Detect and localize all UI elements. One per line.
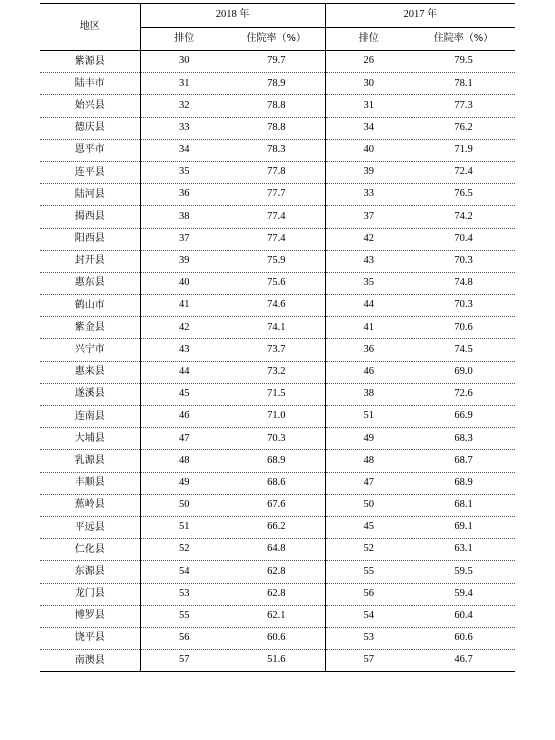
rate-2017-cell: 71.9 <box>412 139 515 161</box>
rank-2018-header: 排位 <box>140 28 228 51</box>
year-2017-header <box>325 4 515 28</box>
rank-2017-cell: 44 <box>325 295 412 317</box>
rank-2018-cell: 45 <box>140 383 228 405</box>
region-cell: 连南县 <box>40 406 140 428</box>
rate-2017-cell: 70.4 <box>412 228 515 250</box>
table-row <box>40 250 515 272</box>
rate-2017-cell: 72.6 <box>412 383 515 405</box>
rate-2017-cell: 74.2 <box>412 206 515 228</box>
table-row <box>40 361 515 383</box>
region-cell: 陆丰市 <box>40 73 140 95</box>
region-cell: 仁化县 <box>40 539 140 561</box>
rank-2018-cell: 35 <box>140 161 228 183</box>
rank-2017-cell: 57 <box>325 650 412 672</box>
rank-2017-cell: 35 <box>325 272 412 294</box>
rate-2017-cell: 63.1 <box>412 539 515 561</box>
rate-2017-cell: 70.6 <box>412 317 515 339</box>
year-2017-number: 2017 <box>403 9 425 21</box>
table-row <box>40 161 515 183</box>
region-cell: 恩平市 <box>40 139 140 161</box>
rate-2017-cell: 68.1 <box>412 494 515 516</box>
rate-2017-cell: 78.1 <box>412 73 515 95</box>
rank-2018-cell: 34 <box>140 139 228 161</box>
rate-2017-cell: 60.6 <box>412 627 515 649</box>
region-cell: 始兴县 <box>40 95 140 117</box>
rank-2018-cell: 51 <box>140 516 228 538</box>
rank-2017-cell: 30 <box>325 73 412 95</box>
rank-2018-cell: 55 <box>140 605 228 627</box>
rate-2018-cell: 62.8 <box>228 583 325 605</box>
rate-2018-cell: 60.6 <box>228 627 325 649</box>
rank-2018-cell: 57 <box>140 650 228 672</box>
rank-2018-cell: 47 <box>140 428 228 450</box>
hospitalization-rate-table <box>40 3 515 672</box>
table-row <box>40 139 515 161</box>
table-row <box>40 450 515 472</box>
rate-2018-cell: 75.6 <box>228 272 325 294</box>
rate-2017-cell: 72.4 <box>412 161 515 183</box>
rate-2017-cell: 68.9 <box>412 472 515 494</box>
rank-2018-cell: 42 <box>140 317 228 339</box>
table-row <box>40 383 515 405</box>
rate-2018-cell: 77.4 <box>228 228 325 250</box>
region-cell: 紫源县 <box>40 51 140 73</box>
header-row-years <box>40 4 515 28</box>
rate-2017-cell: 46.7 <box>412 650 515 672</box>
region-cell: 封开县 <box>40 250 140 272</box>
rate-2018-cell: 77.4 <box>228 206 325 228</box>
table-row <box>40 184 515 206</box>
rank-2017-cell: 56 <box>325 583 412 605</box>
table-row <box>40 428 515 450</box>
rate-2017-cell: 76.2 <box>412 117 515 139</box>
rank-2017-cell: 52 <box>325 539 412 561</box>
region-cell: 陆河县 <box>40 184 140 206</box>
rank-2018-cell: 31 <box>140 73 228 95</box>
table-row <box>40 539 515 561</box>
rank-2018-cell: 46 <box>140 406 228 428</box>
table-row <box>40 561 515 583</box>
rank-2017-cell: 47 <box>325 472 412 494</box>
rank-2018-cell: 38 <box>140 206 228 228</box>
rate-2017-header: 住院率（%） <box>412 28 515 51</box>
rate-2017-cell: 59.5 <box>412 561 515 583</box>
rank-2018-cell: 43 <box>140 339 228 361</box>
table-body <box>40 51 515 672</box>
rate-2017-cell: 60.4 <box>412 605 515 627</box>
rank-2017-cell: 50 <box>325 494 412 516</box>
rate-2017-cell: 74.5 <box>412 339 515 361</box>
region-cell: 揭西县 <box>40 206 140 228</box>
region-cell: 饶平县 <box>40 627 140 649</box>
rank-2018-cell: 33 <box>140 117 228 139</box>
rate-2017-cell: 70.3 <box>412 295 515 317</box>
table-row <box>40 472 515 494</box>
region-cell: 南澳县 <box>40 650 140 672</box>
rate-2018-cell: 64.8 <box>228 539 325 561</box>
region-cell: 兴宁市 <box>40 339 140 361</box>
rate-2018-cell: 71.0 <box>228 406 325 428</box>
rate-2018-cell: 77.7 <box>228 184 325 206</box>
rate-2018-cell: 73.7 <box>228 339 325 361</box>
table-row <box>40 228 515 250</box>
table-row <box>40 117 515 139</box>
rate-2017-cell: 79.5 <box>412 51 515 73</box>
rank-2017-cell: 46 <box>325 361 412 383</box>
rate-2017-cell: 68.7 <box>412 450 515 472</box>
rank-2018-cell: 30 <box>140 51 228 73</box>
rank-2017-cell: 36 <box>325 339 412 361</box>
region-cell: 连平县 <box>40 161 140 183</box>
rank-2017-cell: 43 <box>325 250 412 272</box>
rank-2017-cell: 49 <box>325 428 412 450</box>
rank-2017-cell: 41 <box>325 317 412 339</box>
region-cell: 惠东县 <box>40 272 140 294</box>
rank-2017-cell: 40 <box>325 139 412 161</box>
rank-2018-cell: 49 <box>140 472 228 494</box>
table-row <box>40 95 515 117</box>
region-cell: 东源县 <box>40 561 140 583</box>
rank-2018-cell: 39 <box>140 250 228 272</box>
rank-2017-cell: 31 <box>325 95 412 117</box>
rank-2017-cell: 33 <box>325 184 412 206</box>
rate-2018-cell: 77.8 <box>228 161 325 183</box>
rate-2018-cell: 78.8 <box>228 95 325 117</box>
rate-2017-cell: 66.9 <box>412 406 515 428</box>
table-row <box>40 51 515 73</box>
rank-2018-cell: 44 <box>140 361 228 383</box>
rate-2017-cell: 68.3 <box>412 428 515 450</box>
table-row <box>40 206 515 228</box>
rate-2018-cell: 66.2 <box>228 516 325 538</box>
rate-2017-cell: 59.4 <box>412 583 515 605</box>
rank-2017-cell: 51 <box>325 406 412 428</box>
rate-2018-cell: 78.9 <box>228 73 325 95</box>
rank-2017-cell: 39 <box>325 161 412 183</box>
rank-2017-cell: 26 <box>325 51 412 73</box>
rank-2017-cell: 45 <box>325 516 412 538</box>
table-header <box>40 4 515 51</box>
rate-2017-cell: 77.3 <box>412 95 515 117</box>
rate-2018-cell: 78.8 <box>228 117 325 139</box>
region-cell: 阳西县 <box>40 228 140 250</box>
region-cell: 紫金县 <box>40 317 140 339</box>
table-row <box>40 317 515 339</box>
table-row <box>40 73 515 95</box>
rank-2018-cell: 36 <box>140 184 228 206</box>
rank-2018-cell: 56 <box>140 627 228 649</box>
rate-2018-cell: 68.6 <box>228 472 325 494</box>
table-row <box>40 627 515 649</box>
region-cell: 博罗县 <box>40 605 140 627</box>
rate-2018-cell: 62.1 <box>228 605 325 627</box>
rank-2017-cell: 55 <box>325 561 412 583</box>
rank-2017-header: 排位 <box>325 28 412 51</box>
rate-2018-cell: 73.2 <box>228 361 325 383</box>
region-cell: 乳源县 <box>40 450 140 472</box>
region-column-header: 地区 <box>40 4 140 51</box>
rate-2018-header: 住院率（%） <box>228 28 325 51</box>
rank-2017-cell: 34 <box>325 117 412 139</box>
rank-2017-cell: 53 <box>325 627 412 649</box>
year-2018-suffix: 年 <box>239 9 250 21</box>
year-2018-number: 2018 <box>215 9 237 21</box>
table-row <box>40 494 515 516</box>
table-row <box>40 650 515 672</box>
rate-2018-cell: 78.3 <box>228 139 325 161</box>
region-cell: 龙门县 <box>40 583 140 605</box>
region-cell: 平远县 <box>40 516 140 538</box>
rate-2018-cell: 74.1 <box>228 317 325 339</box>
rate-2017-cell: 70.3 <box>412 250 515 272</box>
rank-2017-cell: 38 <box>325 383 412 405</box>
rate-2018-cell: 51.6 <box>228 650 325 672</box>
table-row <box>40 295 515 317</box>
region-cell: 遂溪县 <box>40 383 140 405</box>
rank-2018-cell: 53 <box>140 583 228 605</box>
region-cell: 蕉岭县 <box>40 494 140 516</box>
rate-2017-cell: 74.8 <box>412 272 515 294</box>
rank-2018-cell: 48 <box>140 450 228 472</box>
table-row <box>40 605 515 627</box>
rate-2017-cell: 69.0 <box>412 361 515 383</box>
rank-2017-cell: 54 <box>325 605 412 627</box>
rank-2018-cell: 41 <box>140 295 228 317</box>
rank-2017-cell: 37 <box>325 206 412 228</box>
rank-2018-cell: 50 <box>140 494 228 516</box>
rank-2018-cell: 54 <box>140 561 228 583</box>
rank-2018-cell: 37 <box>140 228 228 250</box>
rate-2017-cell: 76.5 <box>412 184 515 206</box>
rate-2018-cell: 79.7 <box>228 51 325 73</box>
rate-2018-cell: 62.8 <box>228 561 325 583</box>
region-cell: 丰顺县 <box>40 472 140 494</box>
rate-2018-cell: 68.9 <box>228 450 325 472</box>
rank-2017-cell: 42 <box>325 228 412 250</box>
region-cell: 德庆县 <box>40 117 140 139</box>
rate-2018-cell: 70.3 <box>228 428 325 450</box>
region-cell: 鹤山市 <box>40 295 140 317</box>
rank-2018-cell: 52 <box>140 539 228 561</box>
rank-2017-cell: 48 <box>325 450 412 472</box>
table-row <box>40 516 515 538</box>
rate-2018-cell: 67.6 <box>228 494 325 516</box>
table-row <box>40 583 515 605</box>
year-2018-header <box>140 4 325 28</box>
region-cell: 惠来县 <box>40 361 140 383</box>
rate-2018-cell: 75.9 <box>228 250 325 272</box>
region-cell: 大埔县 <box>40 428 140 450</box>
rate-2017-cell: 69.1 <box>412 516 515 538</box>
rate-2018-cell: 71.5 <box>228 383 325 405</box>
rank-2018-cell: 32 <box>140 95 228 117</box>
table-row <box>40 272 515 294</box>
table-row <box>40 406 515 428</box>
rate-2018-cell: 74.6 <box>228 295 325 317</box>
year-2017-suffix: 年 <box>427 9 438 21</box>
table-row <box>40 339 515 361</box>
rank-2018-cell: 40 <box>140 272 228 294</box>
